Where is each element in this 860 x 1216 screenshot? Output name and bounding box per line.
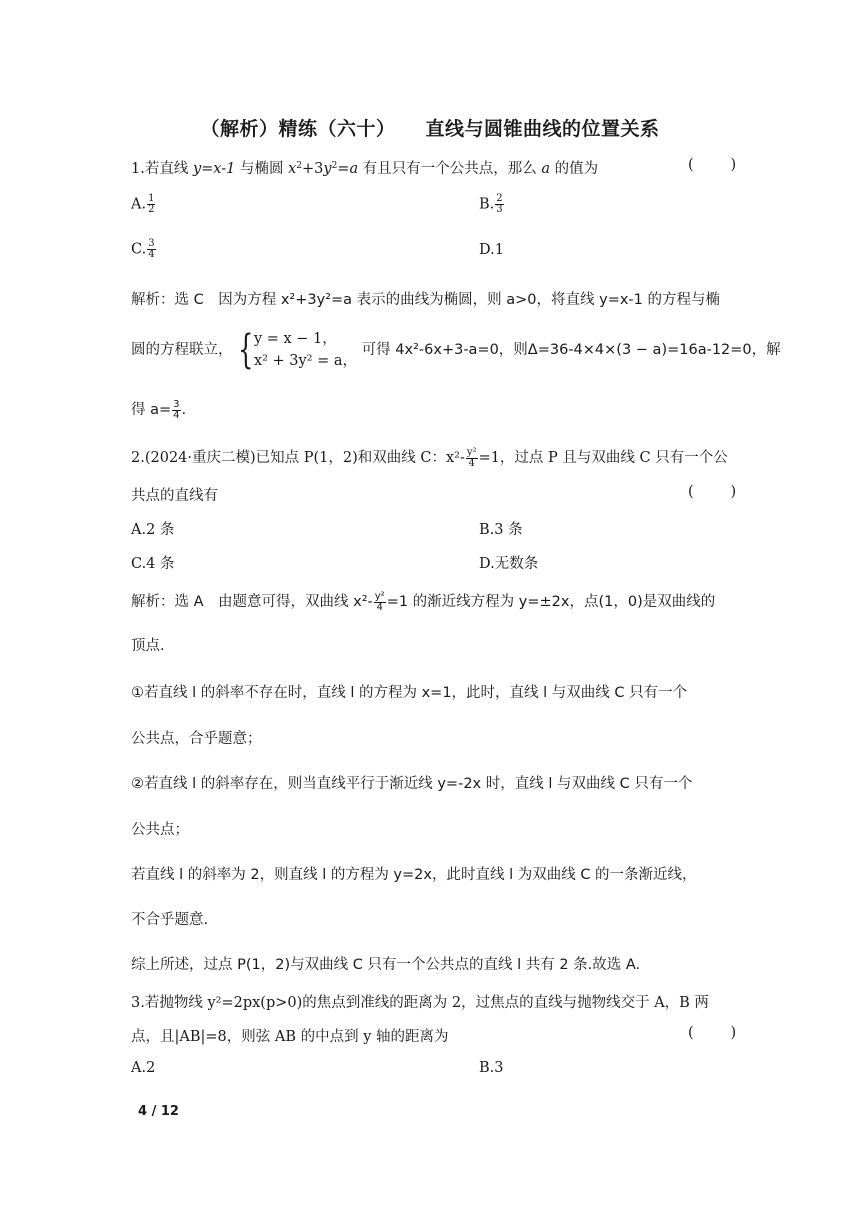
q2-stem-line2: 共点的直线有	[131, 488, 218, 504]
q2-solution-line7: 若直线 l 的斜率为 2，则直线 l 的方程为 y=2x，此时直线 l 为双曲线 C 的一条渐近线，	[131, 867, 697, 883]
q1-stem: 1.若直线 y=x-1 与椭圆 $x^2+3y^2=a$ 有且只有一个公共点，那么 a 的值为	[131, 161, 599, 177]
page-number: 4 / 12	[138, 1104, 179, 1119]
q1-solution-line2: 圆的方程联立， { y = x − 1， x² + 3y² = a， 可得 4x²-6x+3-a=0，则Δ=36-4×4×(3 − a)=16a-12=0，解	[131, 327, 781, 373]
q3-option-b: B.3	[479, 1060, 504, 1076]
q3-stem-line1: 3.若抛物线 y²=2px(p>0)的焦点到准线的距离为 2，过焦点的直线与抛物线交于 A，B 两	[131, 995, 709, 1011]
q2-option-c: C.4 条	[131, 556, 175, 572]
q2-solution-line1: 解析：选 A 由题意可得，双曲线 x²- $\frac{\text{y²}}{4}$ =1 的渐近线方程为 y=±2x，点(1，0)是双曲线的	[131, 590, 716, 613]
title-part1: （解析）精练（六十）	[200, 118, 396, 140]
q3-answer-paren: ( )	[688, 1025, 737, 1041]
q2-option-a: A.2 条	[131, 522, 175, 538]
q1-option-d: D.1	[479, 242, 504, 258]
q2-solution-line4: 公共点，合乎题意；	[131, 731, 262, 747]
q2-option-b: B.3 条	[479, 522, 523, 538]
title-part2: 直线与圆锥曲线的位置关系	[425, 118, 660, 140]
q1-solution-line3: 得 a= $\frac{3}{4}$ .	[131, 398, 187, 421]
q3-option-a: A.2	[131, 1060, 156, 1076]
q1-solution-line1: 解析：选 C 因为方程 x²+3y²=a 表示的曲线为椭圆，则 a>0，将直线 y=x-1 的方程与椭	[131, 292, 721, 308]
q2-solution-line5: ②若直线 l 的斜率存在，则当直线平行于渐近线 y=-2x 时，直线 l 与双曲线 C 只有一个	[131, 776, 693, 792]
q2-stem-line1: 2.(2024·重庆二模)已知点 P(1，2)和双曲线 C：x²- $\frac{\text{y²}}{4}$ =1，过点 P 且与双曲线 C 只有一个公	[131, 446, 728, 469]
q2-answer-paren: ( )	[688, 484, 737, 500]
q1-option-c: C. $\frac{3}{4}$	[131, 238, 155, 260]
q2-option-d: D.无数条	[479, 556, 539, 572]
q1-option-b: B. $\frac{2}{3}$	[479, 193, 503, 215]
q2-solution-line2: 顶点.	[131, 638, 165, 654]
q1-answer-paren: ( )	[688, 157, 737, 173]
q3-stem-line2: 点，且|AB|=8，则弦 AB 的中点到 y 轴的距离为	[131, 1029, 449, 1045]
page-title	[0, 114, 860, 141]
q2-solution-line3: ①若直线 l 的斜率不存在时，直线 l 的方程为 x=1，此时，直线 l 与双曲线 C 只有一个	[131, 685, 688, 701]
q1-option-a: A. $\frac{1}{2}$	[131, 193, 155, 215]
q2-solution-line9: 综上所述，过点 P(1，2)与双曲线 C 只有一个公共点的直线 l 共有 2 条.故选 A.	[131, 957, 641, 973]
q2-solution-line8: 不合乎题意.	[131, 912, 209, 928]
q2-solution-line6: 公共点；	[131, 822, 189, 838]
